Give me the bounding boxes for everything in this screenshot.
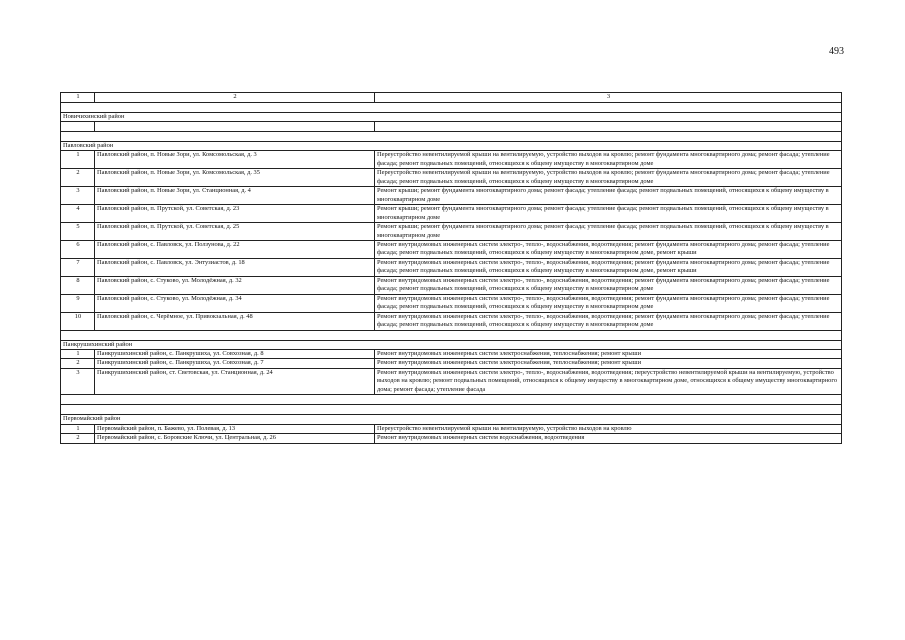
spacer-row — [61, 330, 842, 340]
works-cell: Ремонт крыши; ремонт фундамента многоквартирного дома; ремонт фасада; утепление фасада; ремонт подвальных помещений, относящихся к общему имуществу в многоквартирном доме — [375, 205, 842, 223]
works-cell: Ремонт внутридомовых инженерных систем электро-, тепло-, водоснабжения, водоотведения; ремонт фундамента многоквартирного дома; ремонт фасада; утепление фасада; ремонт подвальных помещений, относящихся к общему имуществу в многоквартирном доме — [375, 312, 842, 330]
works-cell: Ремонт внутридомовых инженерных систем электро-, тепло-, водоснабжения, водоотведения; ремонт фундамента многоквартирного дома; ремонт фасада; утепление фасада; ремонт подвальных помещений, относящихся к общему имуществу в многоквартирном доме — [375, 276, 842, 294]
address-cell: Павловский район, п. Новые Зори, ул. Комсомольская, д. 3 — [95, 151, 375, 169]
table-row — [61, 368, 842, 394]
row-number: 3 — [61, 368, 95, 394]
row-number: 5 — [61, 223, 95, 241]
table-row — [61, 258, 842, 276]
row-number: 2 — [61, 169, 95, 187]
works-cell: Ремонт внутридомовых инженерных систем электроснабжения, теплоснабжения; ремонт крыши — [375, 359, 842, 368]
works-cell: Ремонт внутридомовых инженерных систем электро-, тепло-, водоснабжения, водоотведения; ремонт фундамента многоквартирного дома; ремонт фасада; утепление фасада; ремонт подвальных помещений, относящихся к общему имуществу в многоквартирном доме — [375, 294, 842, 312]
row-number: 2 — [61, 359, 95, 368]
address-cell: Павловский район, п. Новые Зори, ул. Комсомольская, д. 35 — [95, 169, 375, 187]
address-cell: Первомайский район, с. Боровские Ключи, ул. Центральная, д. 26 — [95, 434, 375, 443]
section-heading: Панкрушихинский район — [61, 340, 842, 349]
row-number: 4 — [61, 205, 95, 223]
address-cell: Первомайский район, п. Бажево, ул. Полевая, д. 13 — [95, 424, 375, 433]
row-number: 8 — [61, 276, 95, 294]
address-cell: Павловский район, с. Павловск, ул. Ползунова, д. 22 — [95, 241, 375, 259]
spacer-row — [61, 405, 842, 415]
row-number: 2 — [61, 434, 95, 443]
row-number: 1 — [61, 151, 95, 169]
page-number: 493 — [829, 46, 844, 57]
column-number-3: 3 — [375, 93, 842, 103]
column-number-2: 2 — [95, 93, 375, 103]
table-row — [61, 350, 842, 359]
table-row — [61, 276, 842, 294]
table-row — [61, 241, 842, 259]
works-cell: Ремонт крыши; ремонт фундамента многоквартирного дома; ремонт фасада; утепление фасада; ремонт подвальных помещений, относящихся к общему имуществу в многоквартирном доме — [375, 223, 842, 241]
address-cell: Павловский район, п. Новые Зори, ул. Станционная, д. 4 — [95, 187, 375, 205]
address-cell: Павловский район, с. Черёмное, ул. Привокзальная, д. 48 — [95, 312, 375, 330]
spacer-row — [61, 102, 842, 112]
works-cell: Ремонт внутридомовых инженерных систем электро-, тепло-, водоснабжения, водоотведения; ремонт фундамента многоквартирного дома; ремонт фасада; утепление фасада; ремонт подвальных помещений, относящихся к общему имуществу в многоквартирном доме, ремонт крыши — [375, 258, 842, 276]
address-cell: Павловский район, п. Прутской, ул. Советская, д. 23 — [95, 205, 375, 223]
table-row — [61, 294, 842, 312]
row-number: 7 — [61, 258, 95, 276]
works-cell: Ремонт внутридомовых инженерных систем водоснабжения, водоотведения — [375, 434, 842, 443]
section-heading: Новичихинский район — [61, 112, 842, 121]
table-row — [61, 312, 842, 330]
works-cell: Ремонт крыши; ремонт фундамента многоквартирного дома; ремонт фасада; утепление фасада; ремонт подвальных помещений, относящихся к общему имуществу в многоквартирном доме — [375, 187, 842, 205]
address-cell: Павловский район, с. Стуково, ул. Молодёжная, д. 34 — [95, 294, 375, 312]
section-novichikhinsky — [61, 112, 842, 121]
table-row — [61, 434, 842, 443]
row-number: 1 — [61, 350, 95, 359]
table-row — [61, 169, 842, 187]
spacer-row — [61, 132, 842, 142]
table-row — [61, 424, 842, 433]
works-cell: Переустройство невентилируемой крыши на вентилируемую, устройство выходов на кровлю; ремонт фундамента многоквартирного дома; ремонт фасада; утепление фасада; ремонт подвальных помещений, относящихся к общему имуществу в многоквартирном доме — [375, 151, 842, 169]
section-pavlovsky — [61, 142, 842, 151]
address-cell: Павловский район, п. Прутской, ул. Советская, д. 25 — [95, 223, 375, 241]
table-row — [61, 205, 842, 223]
works-cell: Ремонт внутридомовых инженерных систем электроснабжения, теплоснабжения; ремонт крыши — [375, 350, 842, 359]
table-row — [61, 151, 842, 169]
address-cell: Павловский район, с. Стуково, ул. Молодёжная, д. 32 — [95, 276, 375, 294]
works-cell: Переустройство невентилируемой крыши на вентилируемую, устройство выходов на кровлю — [375, 424, 842, 433]
works-cell: Переустройство невентилируемой крыши на вентилируемую, устройство выходов на кровлю; ремонт фундамента многоквартирного дома; ремонт фасада; утепление фасада; ремонт подвальных помещений, относящихся к общему имуществу в многоквартирном доме — [375, 169, 842, 187]
section-heading: Первомайский район — [61, 415, 842, 424]
works-cell: Ремонт внутридомовых инженерных систем электро-, тепло-, водоснабжения, водоотведения; ремонт фундамента многоквартирного дома; ремонт фасада; утепление фасада; ремонт подвальных помещений, относящихся к общему имуществу в многоквартирном доме, ремонт крыши — [375, 241, 842, 259]
row-number: 10 — [61, 312, 95, 330]
row-number: 3 — [61, 187, 95, 205]
table-row — [61, 223, 842, 241]
row-number: 1 — [61, 424, 95, 433]
repair-program-table — [60, 92, 842, 444]
column-number-1: 1 — [61, 93, 95, 103]
section-pervomaysky — [61, 415, 842, 424]
table-row — [61, 359, 842, 368]
empty-row — [61, 122, 842, 132]
table-row — [61, 187, 842, 205]
section-heading: Павловский район — [61, 142, 842, 151]
address-cell: Павловский район, с. Павловск, ул. Энтузиастов, д. 18 — [95, 258, 375, 276]
address-cell: Панкрушихинский район, ст. Световская, ул. Станционная, д. 24 — [95, 368, 375, 394]
row-number: 6 — [61, 241, 95, 259]
section-pankrushikhinsky — [61, 340, 842, 349]
works-cell: Ремонт внутридомовых инженерных систем электро-, тепло-, водоснабжения, водоотведения; переустройство невентилируемой крыши на вентилируемую, устройство выходов на кровлю; ремонт подвальных помещений, относящихся к общему имуществу в многоквартирном доме, относящихся к общему имуществу многоквартирного дома; ремонт фасада; утепление фасада — [375, 368, 842, 394]
spacer-row — [61, 395, 842, 405]
address-cell: Панкрушихинский район, с. Панкрушиха, ул. Совхозная, д. 8 — [95, 350, 375, 359]
table-header-row — [61, 93, 842, 103]
row-number: 9 — [61, 294, 95, 312]
address-cell: Панкрушихинский район, с. Панкрушиха, ул. Совхозная, д. 7 — [95, 359, 375, 368]
